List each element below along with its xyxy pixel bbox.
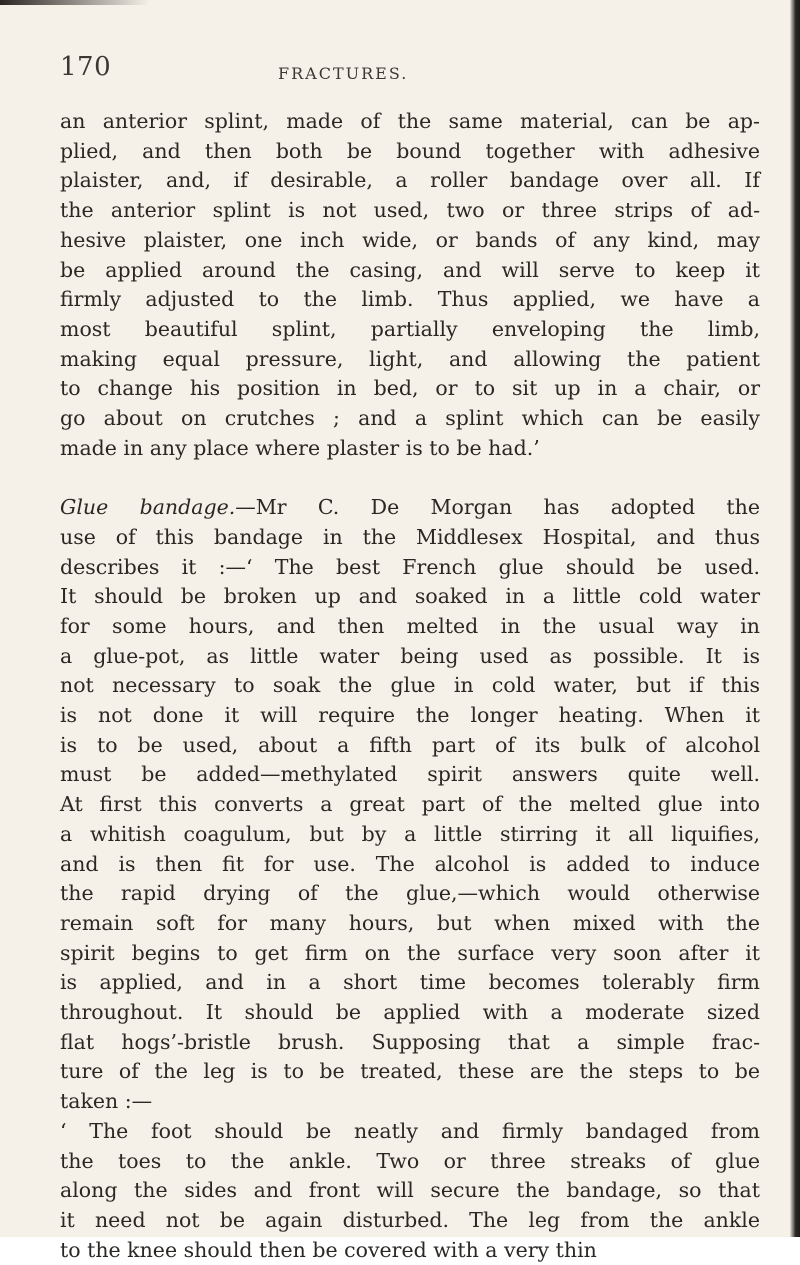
- text-line: spirit begins to get firm on the surface very soon after it: [60, 940, 760, 965]
- text-line: taken :—: [60, 1089, 153, 1114]
- text-line: a glue-pot, as little water being used as possible. It is: [60, 643, 760, 668]
- text-line: a whitish coagulum, but by a little stirring it all liquifies,: [60, 821, 760, 846]
- text-line: is not done it will require the longer heating. When it: [60, 703, 760, 728]
- running-head: FRACTURES.: [278, 64, 409, 83]
- text-line: plied, and then both be bound together with adhesive: [60, 138, 760, 163]
- text-line: At first this converts a great part of the melted glue into: [60, 792, 760, 817]
- paragraph-3: [60, 1117, 760, 1265]
- text-line: to the knee should then be covered with a very thin: [60, 1237, 597, 1262]
- text-line: throughout. It should be applied with a moderate sized: [60, 1000, 760, 1025]
- text-line: hesive plaister, one inch wide, or bands of any kind, may: [60, 227, 760, 252]
- text-line: not necessary to soak the glue in cold water, but if this: [60, 673, 760, 698]
- text-line: flat hogs’-bristle brush. Supposing that a simple frac-: [60, 1029, 760, 1054]
- page-number: 170: [60, 52, 112, 82]
- text-line: the toes to the ankle. Two or three streaks of glue: [60, 1148, 760, 1173]
- text-line: remain soft for many hours, but when mixed with the: [60, 910, 760, 935]
- body-text: [60, 107, 760, 1265]
- section-heading: Glue bandage.: [60, 495, 236, 520]
- paragraph-2: [60, 493, 760, 1117]
- text-line: the rapid drying of the glue,—which would otherwise: [60, 881, 760, 906]
- page-edge-shadow-right: [790, 0, 800, 1237]
- text-line: plaister, and, if desirable, a roller bandage over all. If: [60, 168, 760, 193]
- text-line: go about on crutches ; and a splint which can be easily: [60, 406, 760, 431]
- text-line: [60, 493, 760, 523]
- text-line: be applied around the casing, and will serve to keep it: [60, 257, 760, 282]
- text-line: for some hours, and then melted in the usual way in: [60, 613, 760, 638]
- text-line: ture of the leg is to be treated, these are the steps to be: [60, 1059, 760, 1084]
- text-line: and is then fit for use. The alcohol is added to induce: [60, 851, 760, 876]
- text-line: made in any place where plaster is to be had.’: [60, 435, 540, 460]
- text-line: along the sides and front will secure the bandage, so that: [60, 1178, 760, 1203]
- text-line: must be added—methylated spirit answers quite well.: [60, 762, 760, 787]
- text-line: ‘ The foot should be neatly and firmly bandaged from: [60, 1118, 760, 1143]
- text-line: is to be used, about a fifth part of its bulk of alcohol: [60, 732, 760, 757]
- page-edge-shadow-top: [0, 0, 150, 5]
- text-line: it need not be again disturbed. The leg from the ankle: [60, 1208, 760, 1232]
- text-run: —Mr C. De Morgan has adopted the: [235, 495, 760, 520]
- text-line: describes it :—‘ The best French glue should be used.: [60, 554, 760, 579]
- text-line: making equal pressure, light, and allowing the patient: [60, 346, 760, 371]
- text-line: to change his position in bed, or to sit up in a chair, or: [60, 376, 760, 401]
- paragraph-1: [60, 107, 760, 463]
- text-line: use of this bandage in the Middlesex Hospital, and thus: [60, 524, 760, 549]
- text-line: is applied, and in a short time becomes tolerably firm: [60, 970, 760, 995]
- text-line: an anterior splint, made of the same material, can be ap-: [60, 109, 760, 133]
- text-line: most beautiful splint, partially enveloping the limb,: [60, 316, 760, 341]
- paragraph-spacer: [60, 463, 760, 493]
- text-line: the anterior splint is not used, two or three strips of ad-: [60, 198, 760, 223]
- text-line: firmly adjusted to the limb. Thus applied, we have a: [60, 287, 760, 312]
- text-line: It should be broken up and soaked in a little cold water: [60, 584, 760, 609]
- page-header: [60, 52, 760, 88]
